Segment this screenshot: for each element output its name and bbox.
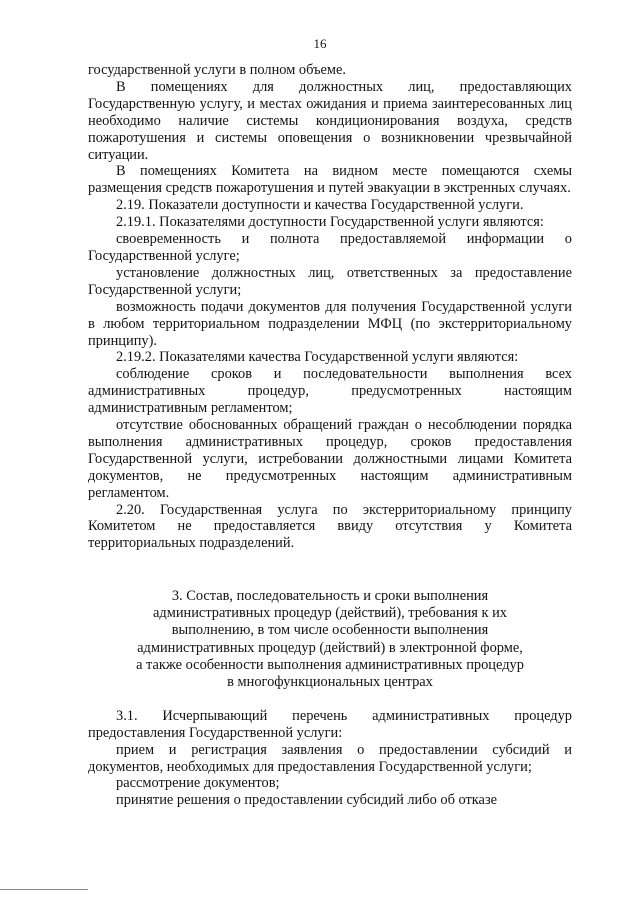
paragraph: 2.20. Государственная услуга по экстерриториальному принципу Комитетом не предоставляется ввиду отсутствия у Комитета территориальных подразделений. [88, 501, 572, 552]
section-heading [88, 588, 572, 691]
section-heading-line: административных процедур (действий) в электронной форме, [137, 639, 523, 656]
paragraph: В помещениях для должностных лиц, предоставляющих Государственную услугу, и местах ожидания и приема заинтересованных лиц необходимо наличие системы кондиционирования воздуха, средств пожаротушения и системы оповещения о возникновении чрезвычайной ситуации. [88, 78, 572, 163]
section-heading-line: административных процедур (действий), требования к их [153, 605, 507, 622]
paragraphs-bottom [88, 708, 572, 809]
section-heading-line: а также особенности выполнения административных процедур [136, 656, 524, 673]
paragraph: рассмотрение документов; [116, 775, 280, 792]
page-number: 16 [313, 36, 327, 51]
paragraph: отсутствие обоснованных обращений граждан о несоблюдении порядка выполнения административных процедур, сроков предоставления Государственной услуги, истребовании должностными лицами Комитета документов, не предусмотренных настоящим административным регламентом. [88, 417, 572, 501]
section-heading-line: 3. Состав, последовательность и сроки выполнения [171, 588, 489, 605]
section-heading-line: выполнению, в том числе особенности выполнения [171, 622, 489, 639]
section-heading-line: в многофункциональных центрах [227, 673, 433, 690]
paragraph: соблюдение сроков и последовательности выполнения всех административных процедур, предусмотренных настоящим административным регламентом; [88, 366, 572, 417]
footer-rule [0, 889, 88, 890]
paragraph: 2.19.1. Показателями доступности Государственной услуги являются: [116, 214, 544, 231]
paragraph: 2.19. Показатели доступности и качества Государственной услуги. [116, 197, 524, 214]
paragraph: 2.19.2. Показателями качества Государственной услуги являются: [116, 349, 519, 366]
paragraph: В помещениях Комитета на видном месте помещаются схемы размещения средств пожаротушения и путей эвакуации в экстренных случаях. [88, 163, 572, 197]
document-body [88, 62, 572, 809]
paragraph: установление должностных лиц, ответственных за предоставление Государственной услуги; [88, 264, 572, 298]
paragraphs-top [88, 62, 572, 552]
paragraph: принятие решения о предоставлении субсидий либо об отказе [116, 792, 498, 809]
paragraph: прием и регистрация заявления о предоставлении субсидий и документов, необходимых для предоставления Государственной услуги; [88, 741, 572, 775]
paragraph: 3.1. Исчерпывающий перечень административных процедур предоставления Государственной услуги: [88, 707, 572, 741]
paragraph: возможность подачи документов для получения Государственной услуги в любом территориальном подразделении МФЦ (по экстерриториальному принципу). [88, 298, 572, 349]
paragraph: государственной услуги в полном объеме. [88, 62, 347, 78]
paragraph: своевременность и полнота предоставляемой информации о Государственной услуге; [88, 231, 572, 264]
